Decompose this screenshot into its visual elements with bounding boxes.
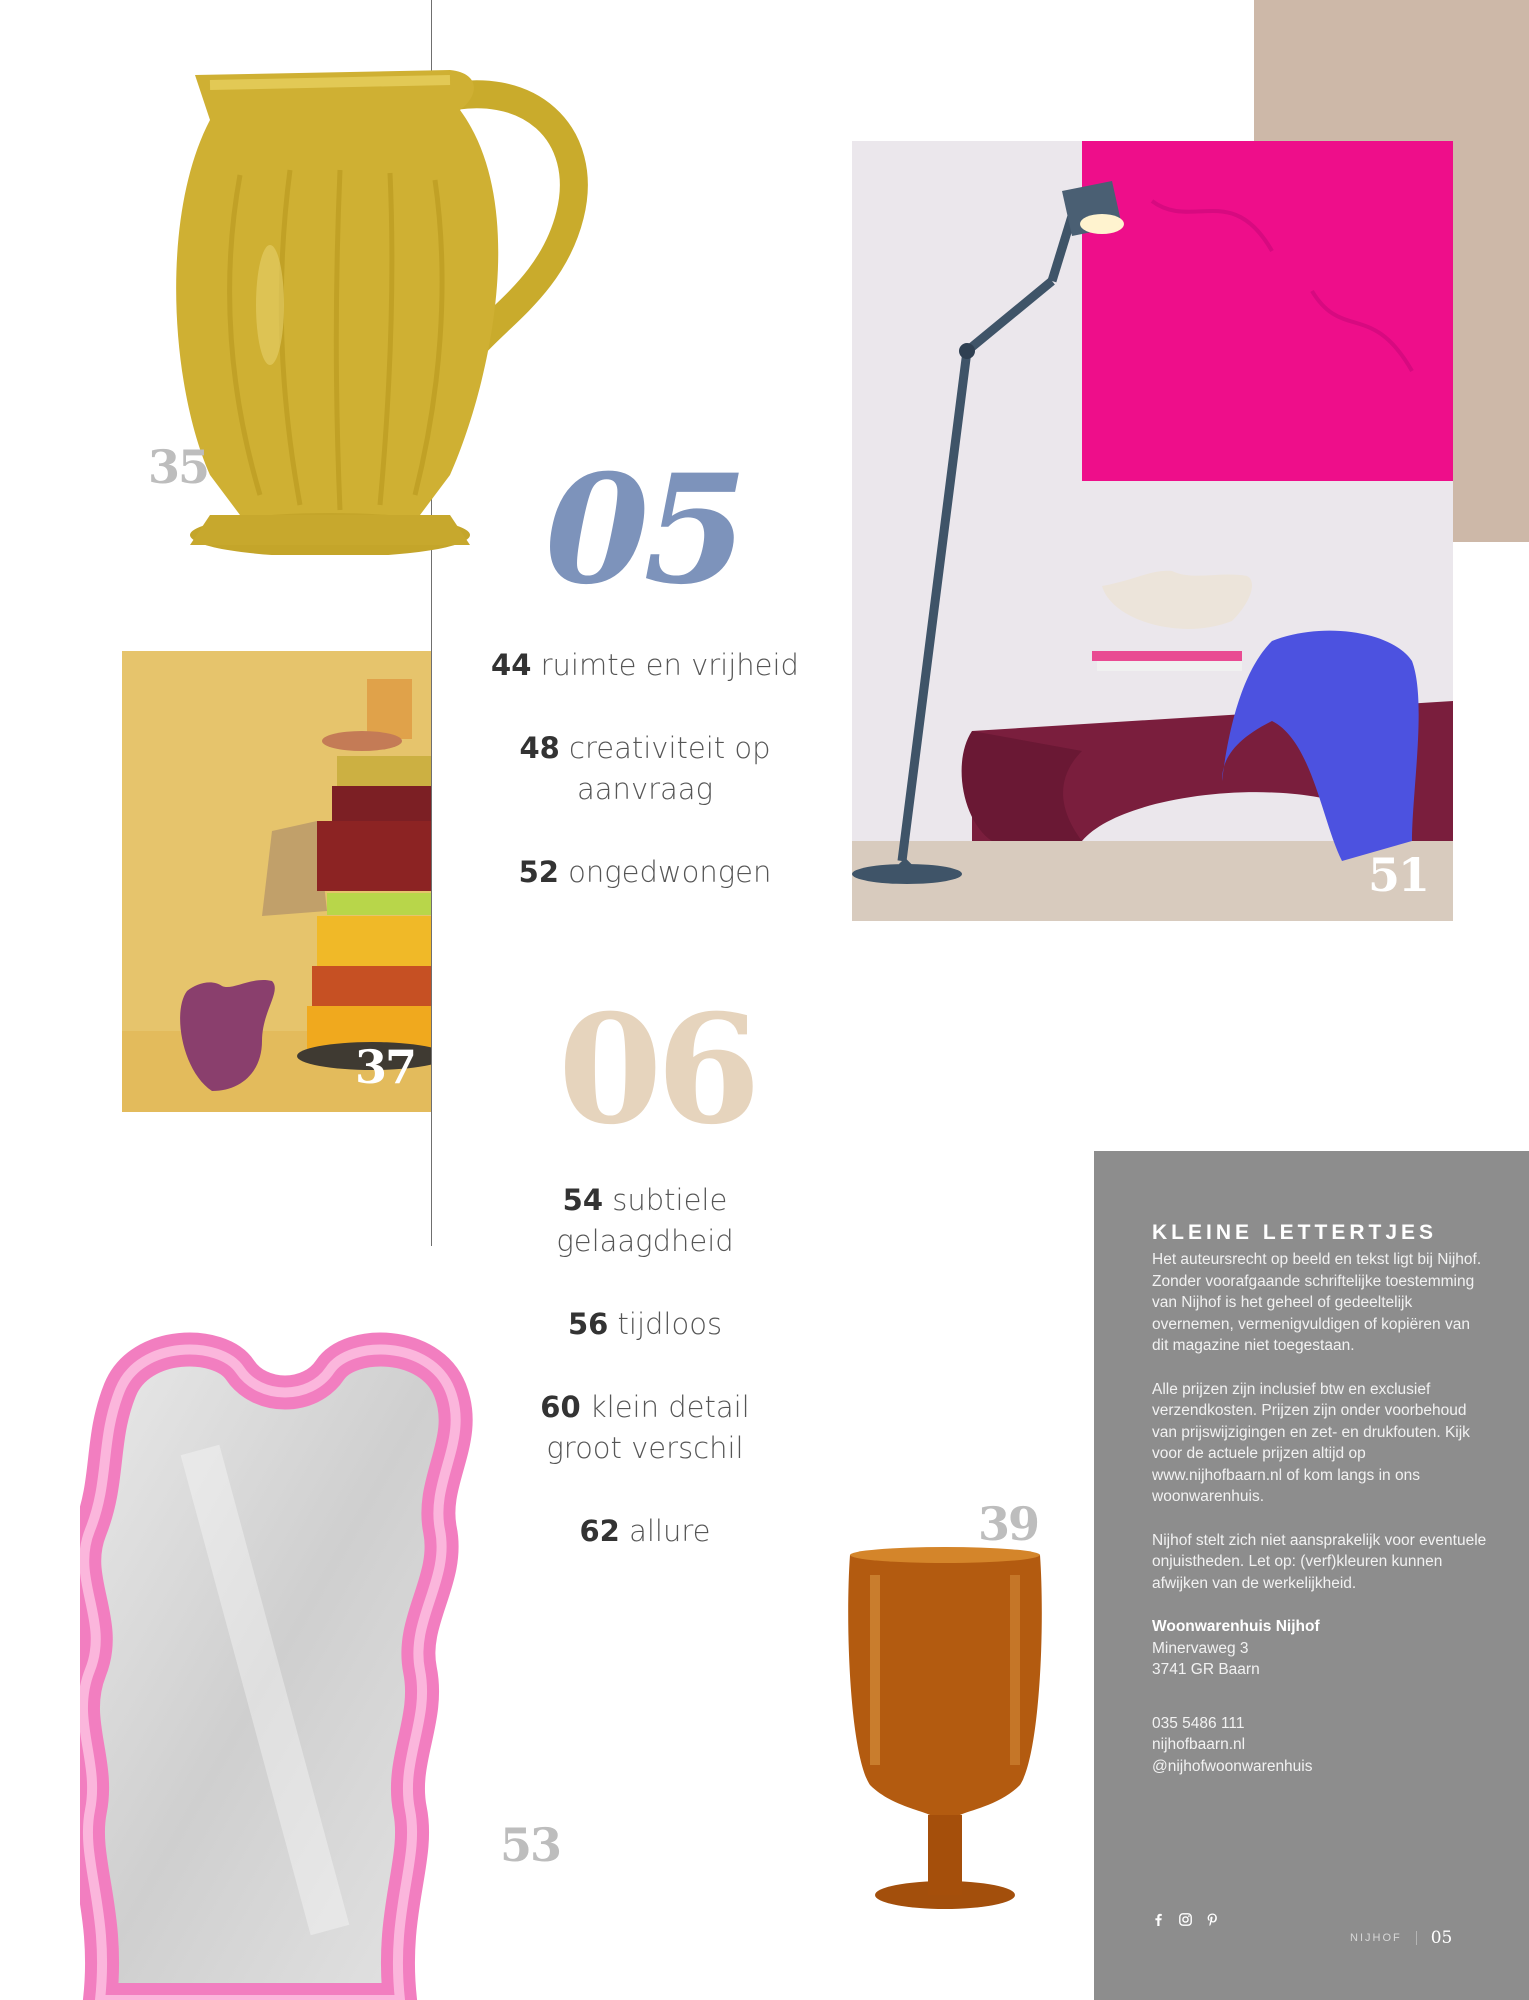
wavy-pink-mirror-photo	[80, 1330, 500, 2000]
instagram-handle[interactable]: @nijhofwoonwarenhuis	[1152, 1757, 1313, 1775]
instagram-icon[interactable]	[1179, 1913, 1192, 1926]
photo-number-glass: 39	[978, 1497, 1039, 1551]
toc-item[interactable]: 62 allure	[579, 1514, 711, 1548]
facebook-icon[interactable]	[1152, 1913, 1165, 1926]
pinterest-icon[interactable]	[1206, 1913, 1219, 1926]
toc-item[interactable]: 44 ruimte en vrijheid	[491, 648, 799, 682]
street: Minervaweg 3	[1152, 1639, 1249, 1657]
phone[interactable]: 035 5486 111	[1152, 1714, 1245, 1732]
footer-divider	[1416, 1931, 1417, 1945]
toc-section-05	[455, 645, 835, 935]
page-number: 05	[1430, 1928, 1453, 1948]
address-block	[1152, 1616, 1489, 1681]
yellow-jug-photo	[150, 55, 590, 555]
section-number-06: 06	[558, 982, 755, 1158]
toc-item[interactable]: 48 creativiteit op aanvraag	[519, 731, 771, 806]
floor-lamp-photo	[852, 141, 1453, 921]
website-link[interactable]: nijhofbaarn.nl	[1152, 1736, 1246, 1753]
panel-heading: KLEINE LETTERTJES	[1152, 1221, 1438, 1244]
copyright-text: Het auteursrecht op beeld en tekst ligt bij Nijhof. Zonder voorafgaande schriftelijke toestemming van Nijhof is het geheel of gedeeltelijk overnemen, vermenigvuldigen of kopiëren van dit magazine niet toegestaan.	[1152, 1251, 1482, 1354]
toc-item[interactable]: 52 ongedwongen	[518, 855, 772, 889]
toc-item[interactable]: 60 klein detail groot verschil	[540, 1390, 750, 1465]
city: 3741 GR Baarn	[1152, 1661, 1260, 1678]
photo-number-pots: 37	[355, 1040, 416, 1094]
toc-section-06	[455, 1180, 835, 1594]
photo-number-jug: 35	[148, 440, 209, 494]
company-name: Woonwarenhuis Nijhof	[1152, 1618, 1320, 1635]
photo-number-mirror: 53	[500, 1818, 561, 1872]
photo-number-lamp: 51	[1368, 848, 1429, 902]
liability-text: Nijhof stelt zich niet aansprakelijk voor eventuele onjuistheden. Let op: (verf)kleuren kunnen afwijken van de werkelijkheid.	[1152, 1531, 1487, 1592]
section-number-05: 05	[545, 442, 742, 618]
toc-item[interactable]: 56 tijdloos	[567, 1307, 723, 1341]
contact-block	[1152, 1713, 1489, 1778]
toc-item[interactable]: 54 subtiele gelaagdheid	[556, 1183, 734, 1258]
amber-glass-photo	[840, 1545, 1050, 1915]
social-icons	[1152, 1913, 1219, 1926]
prices-text: Alle prijzen zijn inclusief btw en exclusief verzendkosten. Prijzen zijn onder voorbehoud van prijswijzigingen en zet- en drukfouten. Kijk voor de actuele prijzen altijd op www.nijhofbaarn.nl of kom langs in ons woonwarenhuis.	[1152, 1380, 1470, 1505]
page-footer	[1350, 1928, 1452, 1948]
brand-label: NIJHOF	[1350, 1932, 1402, 1944]
info-panel	[1094, 1151, 1529, 2000]
